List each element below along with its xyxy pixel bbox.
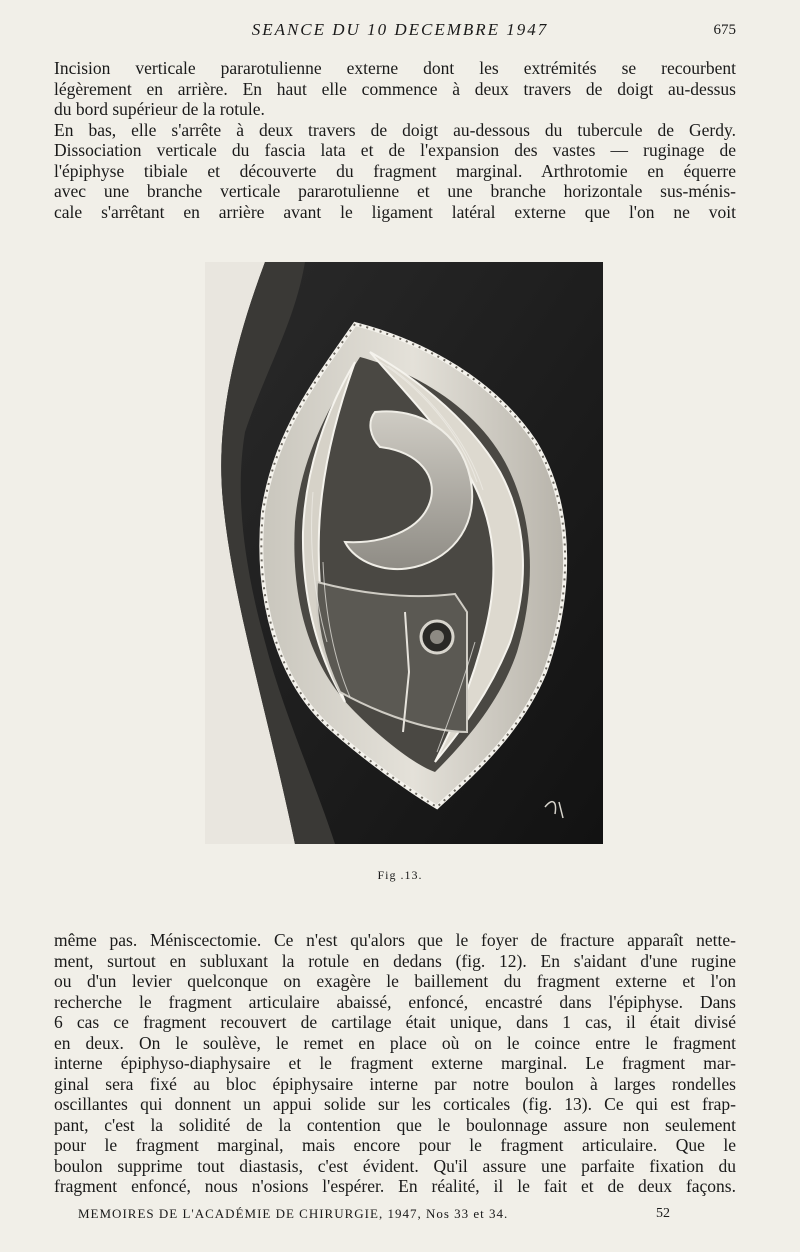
text-line: ou d'un levier quelconque on exagère le baillement du fragment externe et l'on bbox=[54, 971, 736, 991]
text-line: 6 cas ce fragment recouvert de cartilage était unique, dans 1 cas, il était divisé bbox=[54, 1012, 736, 1032]
text-line: pant, c'est la solidité de la contention que le boulonnage assure non seulement bbox=[54, 1114, 736, 1135]
text-line: fragment enfoncé, nous n'osions l'espérer. En réalité, il le fait et de deux façons. bbox=[54, 1176, 736, 1196]
text-line: pour le fragment marginal, mais encore pour le fragment articulaire. Que le bbox=[54, 1135, 736, 1155]
text-line: Incision verticale pararotulienne externe dont les extrémités se recourbent bbox=[54, 58, 736, 78]
running-title: SEANCE DU 10 DECEMBRE 1947 bbox=[251, 20, 549, 39]
text-line: recherche le fragment articulaire abaissé, enfoncé, encastré dans l'épiphyse. Dans bbox=[54, 991, 736, 1012]
running-head bbox=[0, 20, 800, 46]
text-line: avec une branche verticale pararotulienne et une branche horizontale sus-ménis- bbox=[54, 181, 736, 201]
knee-incision-drawing bbox=[205, 262, 603, 844]
body-text-top bbox=[54, 58, 736, 222]
text-line: légèrement en arrière. En haut elle commence à deux travers de doigt au-dessus bbox=[54, 78, 736, 99]
text-line: même pas. Méniscectomie. Ce n'est qu'alors que le foyer de fracture apparaît nette- bbox=[54, 930, 736, 950]
figure-caption: Fig .13. bbox=[377, 868, 423, 882]
journal-citation: MEMOIRES DE L'ACADÉMIE DE CHIRURGIE, 1947, Nos 33 et 34. bbox=[78, 1206, 509, 1221]
text-line: boulon supprime tout diastasis, c'est évident. Qu'il assure une parfaite fixation du bbox=[54, 1155, 736, 1176]
text-line: l'épiphyse tibiale et découverte du fragment marginal. Arthrotomie en équerre bbox=[54, 160, 736, 181]
text-line: du bord supérieur de la rotule. bbox=[54, 99, 265, 119]
page-footer bbox=[0, 1206, 800, 1226]
surgical-illustration bbox=[205, 262, 603, 844]
text-line: interne épiphyso-diaphysaire et le fragment externe marginal. Le fragment mar- bbox=[54, 1053, 736, 1073]
text-line: oscillantes qui donnent un appui solide sur les corticales (fig. 13). Ce qui est frap- bbox=[54, 1094, 736, 1114]
text-line: En bas, elle s'arrête à deux travers de doigt au-dessous du tubercule de Gerdy. bbox=[54, 119, 736, 140]
sheet-number: 52 bbox=[656, 1206, 670, 1221]
body-text-bottom bbox=[54, 930, 736, 1197]
text-line: en deux. On le soulève, le remet en place où on le coince entre le fragment bbox=[54, 1032, 736, 1053]
text-line: ginal sera fixé au bloc épiphysaire interne par notre boulon à larges rondelles bbox=[54, 1073, 736, 1094]
text-line: ment, surtout en subluxant la rotule en dedans (fig. 12). En s'aidant d'une rugine bbox=[54, 950, 736, 971]
text-line: Dissociation verticale du fascia lata et de l'expansion des vastes — ruginage de bbox=[54, 140, 736, 160]
text-line: cale s'arrêtant en arrière avant le ligament latéral externe que l'on ne voit bbox=[54, 201, 736, 222]
page-number: 675 bbox=[713, 22, 736, 38]
